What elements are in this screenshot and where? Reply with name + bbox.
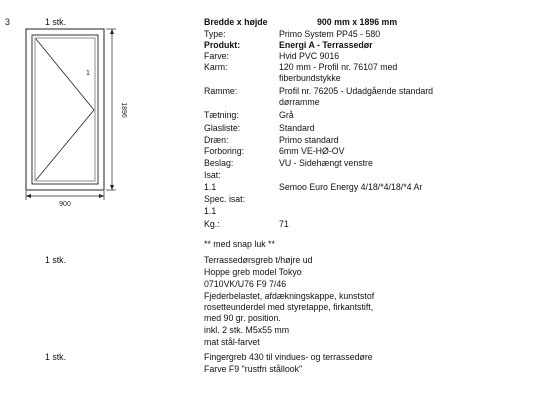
accessory-quantity: 1 stk. <box>45 255 67 265</box>
spec-key: Glasliste: <box>204 123 241 133</box>
door-frame-inner <box>32 35 98 184</box>
accessory-line: Fingergreb 430 til vindues- og terrassedøre <box>204 352 373 362</box>
spec-key: Farve: <box>204 51 229 61</box>
item-number: 3 <box>5 17 10 27</box>
accessory-line: 0710VK/U76 F9 7/46 <box>204 279 287 289</box>
spec-key: 1.1 <box>204 182 217 192</box>
spec-value: Primo standard <box>279 135 339 145</box>
width-dimension-label: 900 <box>59 201 71 208</box>
spec-key: 1.1 <box>204 206 217 216</box>
spec-key: Produkt: <box>204 40 241 50</box>
spec-key: Forboring: <box>204 146 245 156</box>
sash-label: 1 <box>86 70 90 77</box>
spec-key: Ramme: <box>204 86 238 96</box>
spec-value: Standard <box>279 123 315 133</box>
accessory-line: mat stål-farvet <box>204 337 260 347</box>
accessory-line: rosetteunderdel med styretappe, firkantstift, <box>204 302 374 312</box>
spec-value: 6mm VE-HØ-OV <box>279 146 345 156</box>
spec-key: Karm: <box>204 62 228 72</box>
spec-value: Hvid PVC 9016 <box>279 51 340 61</box>
spec-key: Kg.: <box>204 219 220 229</box>
spec-value: VU - Sidehængt venstre <box>279 158 373 168</box>
spec-value: dørramme <box>279 97 320 107</box>
accessory-line: Farve F9 "rustfri stållook" <box>204 364 303 374</box>
accessory-quantity: 1 stk. <box>45 352 67 362</box>
accessory-line: inkl. 2 stk. M5x55 mm <box>204 325 290 335</box>
spec-value: Semoo Euro Energy 4/18/*4/18/*4 Ar <box>279 182 423 192</box>
spec-value: 71 <box>279 219 289 229</box>
spec-key: Isat: <box>204 170 221 180</box>
spec-key: Tætning: <box>204 110 239 120</box>
spec-value: fiberbundstykke <box>279 73 341 83</box>
accessory-line: med 90 gr. position. <box>204 313 281 323</box>
spec-value: Profil nr. 76205 - Udadgående standard <box>279 86 434 96</box>
spec-value: Energi A - Terrassedør <box>279 40 373 50</box>
spec-key: Dræn: <box>204 135 229 145</box>
spec-key: Type: <box>204 29 226 39</box>
spec-value: Grå <box>279 110 294 120</box>
spec-value: Primo System PP45 - 580 <box>279 29 381 39</box>
opening-indicator <box>36 39 94 180</box>
snap-lock-note: ** med snap luk ** <box>204 239 275 249</box>
size-value: 900 mm x 1896 mm <box>317 17 398 27</box>
accessory-line: Fjederbelastet, afdækningskappe, kunststof <box>204 291 375 301</box>
accessory-line: Hoppe greb model Tokyo <box>204 267 302 277</box>
spec-key: Spec. isat: <box>204 194 246 204</box>
accessory-line: Terrassedørsgreb t/højre ud <box>204 255 313 265</box>
size-label: Bredde x højde <box>204 17 268 27</box>
spec-value: 120 mm - Profil nr. 76107 med <box>279 62 398 72</box>
door-frame-outer <box>26 29 104 190</box>
spec-key: Beslag: <box>204 158 234 168</box>
door-glass <box>35 38 95 181</box>
height-dimension-label: 1896 <box>120 102 127 118</box>
item-quantity: 1 stk. <box>45 17 67 27</box>
